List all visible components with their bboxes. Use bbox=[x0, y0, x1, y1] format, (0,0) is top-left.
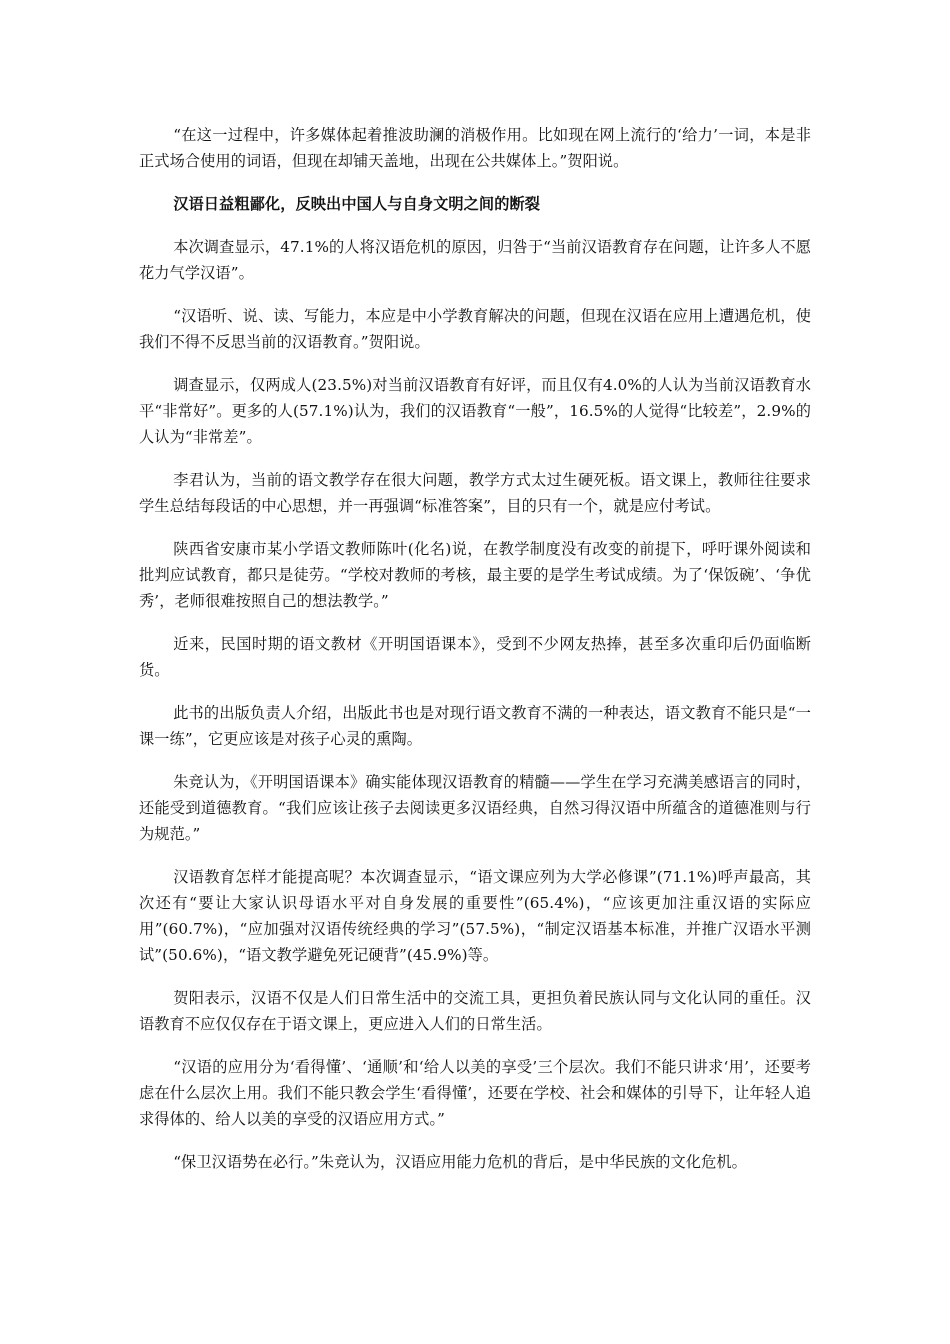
section-heading: 汉语日益粗鄙化，反映出中国人与自身文明之间的断裂 bbox=[173, 195, 541, 213]
paragraph-lijun-view: 李君认为，当前的语文教学存在很大问题，教学方式太过生硬死板。语文课上，教师往往要求学生总结每段话的中心思想，并一再强调“标准答案”，目的只有一个，就是应付考试。 bbox=[139, 471, 811, 515]
paragraph-media-role: “在这一过程中，许多媒体起着推波助澜的消极作用。比如现在网上流行的‘给力’一词，本是非正式场合使用的词语，但现在却铺天盖地，出现在公共媒体上。”贺阳说。 bbox=[139, 126, 811, 170]
paragraph-teacher-quote: 陕西省安康市某小学语文教师陈叶(化名)说，在教学制度没有改变的前提下，呼吁课外阅读和批判应试教育，都只是徒劳。“学校对教师的考核，最主要的是学生考试成绩。为了‘保饭碗’、‘争优秀’，老师很难按照自己的想法教学。” bbox=[139, 540, 811, 610]
paragraph-survey-rating: 调查显示，仅两成人(23.5%)对当前汉语教育有好评，而且仅有4.0%的人认为当前汉语教育水平“非常好”。更多的人(57.1%)认为，我们的汉语教育“一般”，16.5%的人觉得“比较差”，2.9%的人认为“非常差”。 bbox=[139, 376, 811, 446]
paragraph-textbook-popularity: 近来，民国时期的语文教材《开明国语课本》，受到不少网友热捧，甚至多次重印后仍面临断货。 bbox=[139, 635, 811, 679]
paragraph-survey-cause: 本次调查显示，47.1%的人将汉语危机的原因，归咎于“当前汉语教育存在问题，让许多人不愿花力气学汉语”。 bbox=[139, 238, 811, 282]
paragraph-conclusion: “保卫汉语势在必行。”朱竞认为，汉语应用能力危机的背后，是中华民族的文化危机。 bbox=[173, 1153, 747, 1171]
paragraph-heyang-quote: “汉语听、说、读、写能力，本应是中小学教育解决的问题，但现在汉语在应用上遭遇危机，使我们不得不反思当前的汉语教育。”贺阳说。 bbox=[139, 307, 811, 351]
paragraph-heyang-identity: 贺阳表示，汉语不仅是人们日常生活中的交流工具，更担负着民族认同与文化认同的重任。汉语教育不应仅仅存在于语文课上，更应进入人们的日常生活。 bbox=[139, 989, 811, 1033]
paragraph-improvement-survey: 汉语教育怎样才能提高呢？本次调查显示，“语文课应列为大学必修课”(71.1%)呼声最高，其次还有“要让大家认识母语水平对自身发展的重要性”(65.4%)，“应该更加注重汉语的实际应用”(60.7%)，“应加强对汉语传统经典的学习”(57.5%)，“制定汉语基本标准，并推广汉语水平测试”(50.6%)，“语文教学避免死记硬背”(45.9%)等。 bbox=[139, 868, 811, 964]
paragraph-zhujing-view: 朱竞认为，《开明国语课本》确实能体现汉语教育的精髓——学生在学习充满美感语言的同时，还能受到道德教育。“我们应该让孩子去阅读更多汉语经典，自然习得汉语中所蕴含的道德准则与行为规范。” bbox=[139, 773, 811, 843]
paragraph-publisher-view: 此书的出版负责人介绍，出版此书也是对现行语文教育不满的一种表达，语文教育不能只是“一课一练”，它更应该是对孩子心灵的熏陶。 bbox=[139, 704, 811, 748]
article-body bbox=[139, 122, 811, 1192]
paragraph-application-levels: “汉语的应用分为‘看得懂’、‘通顺’和‘给人以美的享受’三个层次。我们不能只讲求‘用’，还要考虑在什么层次上用。我们不能只教会学生‘看得懂’，还要在学校、社会和媒体的引导下，让年轻人追求得体的、给人以美的享受的汉语应用方式。” bbox=[139, 1058, 811, 1128]
